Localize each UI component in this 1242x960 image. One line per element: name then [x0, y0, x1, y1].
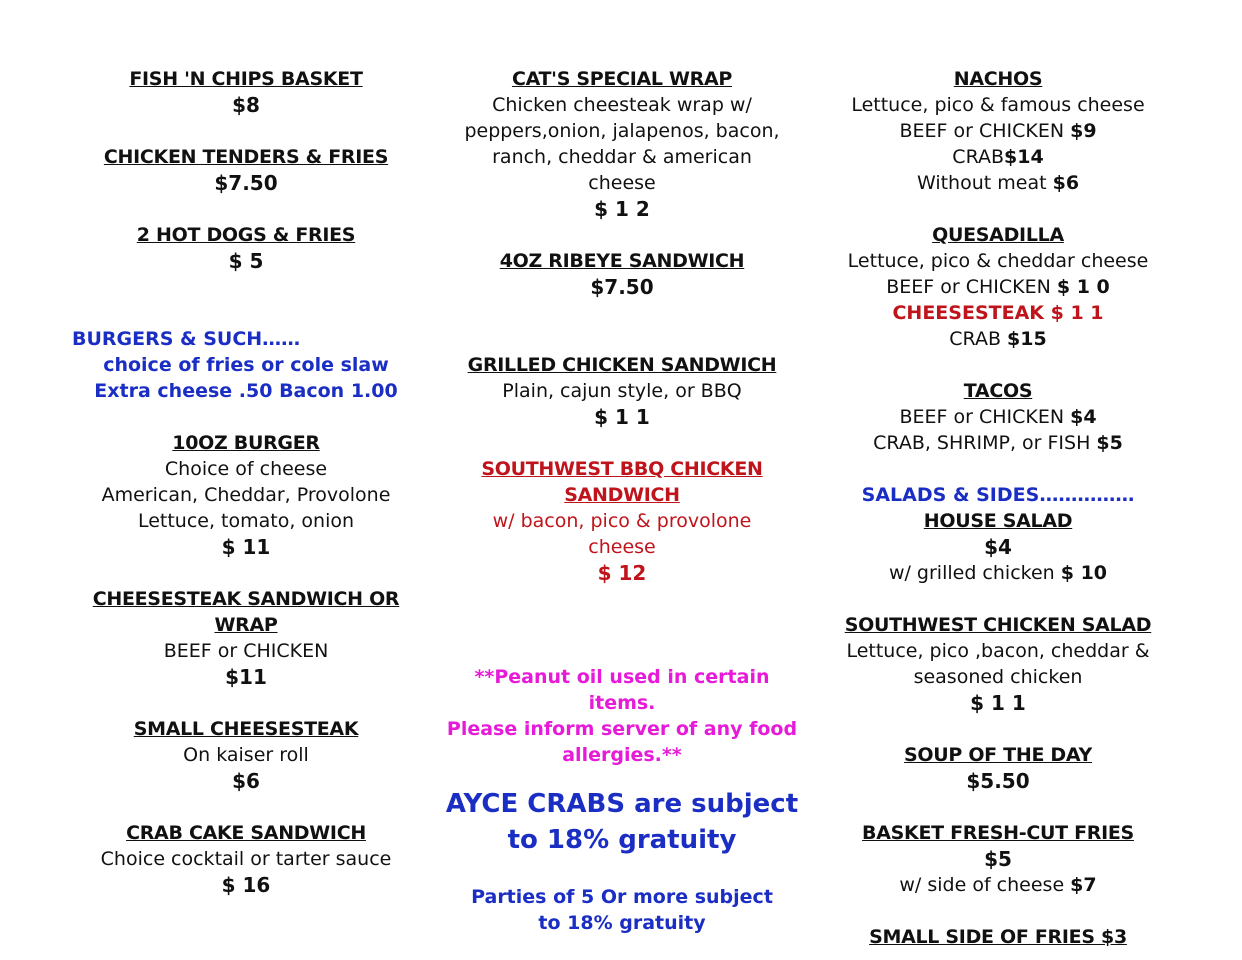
menu-item-small-fries	[812, 924, 1184, 950]
item-title: TACOS	[963, 380, 1033, 402]
menu-item-cheesesteak	[60, 586, 432, 690]
item-desc: American, Cheddar, Provolone	[101, 484, 391, 506]
menu-item-southwest-bbq	[440, 456, 804, 586]
item-price: $ 1 1	[594, 405, 650, 429]
item-title: SOUTHWEST BBQ CHICKEN	[481, 458, 763, 480]
item-option: CHEESESTEAK $ 1 1	[892, 302, 1104, 324]
notice-line: **Peanut oil used in certain items.	[474, 666, 770, 714]
item-desc: cheese	[588, 536, 656, 558]
menu-column-right	[812, 66, 1184, 950]
menu-item-chicken-tenders	[60, 144, 432, 196]
notice-line: to 18% gratuity	[507, 825, 737, 855]
menu-item-southwest-salad	[812, 612, 1184, 716]
item-price: $8	[232, 93, 260, 117]
item-option: w/ side of cheese $7	[899, 874, 1097, 896]
item-price: $5.50	[966, 769, 1030, 793]
item-price: $7.50	[214, 171, 278, 195]
item-title: SOUP OF THE DAY	[904, 744, 1092, 766]
menu-item-soup	[812, 742, 1184, 794]
item-option: CRAB $15	[949, 328, 1047, 350]
item-price: $ 12	[597, 561, 647, 585]
item-price: $11	[225, 665, 267, 689]
item-desc: Lettuce, pico ,bacon, cheddar &	[846, 640, 1150, 662]
item-title: NACHOS	[953, 68, 1043, 90]
item-option: CRAB, SHRIMP, or FISH $5	[873, 432, 1123, 454]
item-title: CAT'S SPECIAL WRAP	[511, 68, 733, 90]
item-desc: seasoned chicken	[913, 666, 1083, 688]
item-option: CRAB$14	[952, 146, 1044, 168]
menu-item-quesadilla	[812, 222, 1184, 352]
item-desc: Choice of cheese	[164, 458, 328, 480]
section-heading: BURGERS & SUCH……	[72, 328, 301, 350]
item-title: 10OZ BURGER	[172, 432, 320, 454]
menu-item-house-salad	[812, 508, 1184, 586]
section-heading: SALADS & SIDES……………	[861, 484, 1135, 506]
item-title: QUESADILLA	[932, 224, 1064, 246]
item-desc: ranch, cheddar & american	[492, 146, 752, 168]
item-price: $5	[984, 847, 1012, 871]
menu-item-grilled-chicken	[440, 352, 804, 430]
item-title: CRAB CAKE SANDWICH	[126, 822, 366, 844]
menu-item-nachos	[812, 66, 1184, 196]
item-price: $4	[984, 535, 1012, 559]
item-title: 2 HOT DOGS & FRIES	[136, 224, 356, 246]
item-desc: cheese	[588, 172, 656, 194]
section-burgers	[60, 326, 432, 404]
item-title: HOUSE SALAD	[923, 510, 1073, 532]
item-title: CHEESESTEAK SANDWICH OR	[92, 588, 400, 610]
item-desc: BEEF or CHICKEN	[163, 640, 329, 662]
item-title: CHICKEN TENDERS & FRIES	[103, 146, 389, 168]
item-title: FISH 'N CHIPS BASKET	[129, 68, 363, 90]
notice-line: Parties of 5 Or more subject	[471, 886, 773, 908]
menu-item-crab-cake	[60, 820, 432, 898]
item-title: SMALL SIDE OF FRIES $3	[869, 926, 1127, 948]
section-note: Extra cheese .50 Bacon 1.00	[94, 380, 398, 402]
item-desc: Lettuce, tomato, onion	[137, 510, 355, 532]
item-option: BEEF or CHICKEN $4	[899, 406, 1097, 428]
notice-line: Please inform server of any food	[446, 718, 798, 740]
item-price: $ 1 1	[970, 691, 1026, 715]
item-option: w/ grilled chicken $ 10	[888, 562, 1108, 584]
item-title: WRAP	[214, 614, 278, 636]
menu-column-left	[60, 66, 432, 898]
item-price: $7.50	[590, 275, 654, 299]
item-desc: Lettuce, pico & famous cheese	[851, 94, 1145, 116]
menu-item-burger	[60, 430, 432, 560]
item-option: BEEF or CHICKEN $ 1 0	[886, 276, 1110, 298]
menu-item-fish-chips	[60, 66, 432, 118]
item-desc: peppers,onion, jalapenos, bacon,	[464, 120, 780, 142]
item-title: BASKET FRESH-CUT FRIES	[862, 822, 1134, 844]
menu-item-hot-dogs	[60, 222, 432, 274]
item-price: $ 5	[228, 249, 264, 273]
item-desc: Plain, cajun style, or BBQ	[502, 380, 742, 402]
item-price: $ 11	[221, 535, 271, 559]
item-price: $6	[232, 769, 260, 793]
menu-column-center	[440, 66, 804, 936]
item-title: SMALL CHEESESTEAK	[133, 718, 359, 740]
menu-item-ribeye	[440, 248, 804, 300]
menu-item-tacos	[812, 378, 1184, 456]
section-salads	[812, 482, 1184, 508]
ayce-notice	[440, 786, 804, 858]
item-desc: Lettuce, pico & cheddar cheese	[847, 250, 1149, 272]
item-title: GRILLED CHICKEN SANDWICH	[467, 354, 777, 376]
item-option: Without meat $6	[916, 172, 1080, 194]
notice-line: to 18% gratuity	[538, 912, 706, 934]
item-price: $ 16	[221, 873, 271, 897]
item-title: SOUTHWEST CHICKEN SALAD	[844, 614, 1152, 636]
item-option: BEEF or CHICKEN $9	[899, 120, 1097, 142]
item-price: $ 1 2	[594, 197, 650, 221]
item-desc: Choice cocktail or tarter sauce	[100, 848, 392, 870]
notice-line: AYCE CRABS are subject	[445, 789, 799, 819]
menu-item-basket-fries	[812, 820, 1184, 898]
menu-item-cats-wrap	[440, 66, 804, 222]
notice-line: allergies.**	[562, 744, 682, 766]
item-desc: w/ bacon, pico & provolone	[492, 510, 752, 532]
item-title: 4OZ RIBEYE SANDWICH	[499, 250, 745, 272]
item-desc: Chicken cheesteak wrap w/	[492, 94, 752, 116]
item-desc: On kaiser roll	[183, 744, 309, 766]
item-title: SANDWICH	[564, 484, 680, 506]
allergy-notice	[440, 664, 804, 768]
parties-notice	[440, 884, 804, 936]
menu-item-small-cheesesteak	[60, 716, 432, 794]
section-note: choice of fries or cole slaw	[103, 354, 389, 376]
